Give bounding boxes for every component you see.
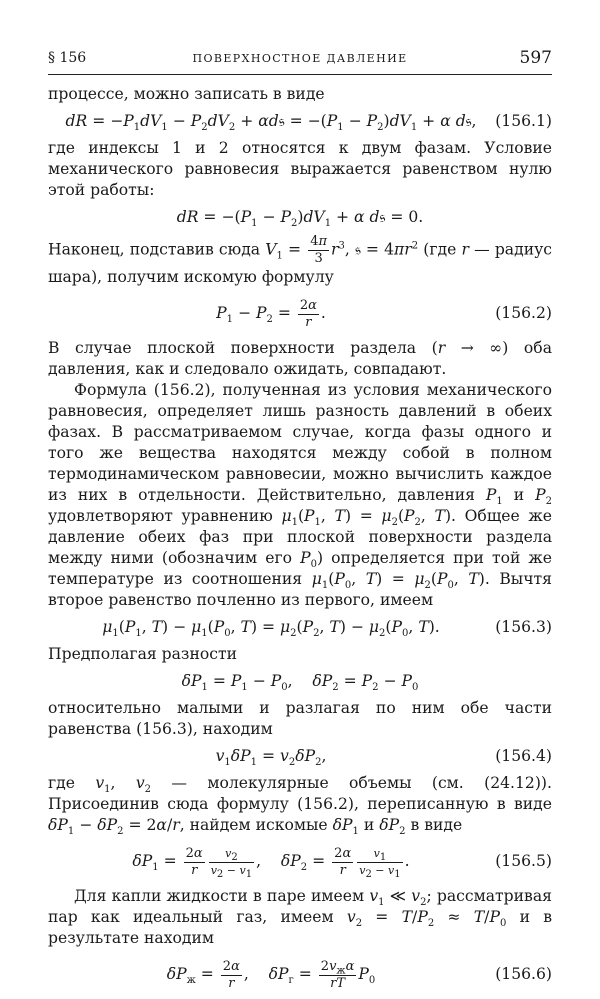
equation-156-2: $P_1 - P_2$ = $\frac{2\alpha}{r}$ . (156.2) bbox=[48, 288, 552, 338]
paragraph-7: относительно малыми и разлагая по ним обе части равенства (156.3), находим bbox=[48, 699, 552, 738]
paragraph-2: где индексы 1 и 2 относятся к двум фазам. Условие механического равновесия выражается равенством нулю этой работы: bbox=[48, 139, 552, 199]
paragraph-3: Наконец, подставив сюда $V_1$ = $\frac{4\pi}{3}$ $r^3$, 𝔰 = $4\pi r^2$ (где r — радиус шара), получим искомую формулу bbox=[48, 234, 553, 286]
equation-156-1: dR = $-P_1dV_1 - P_2dV_2$ + αd𝔰 = $-(P_1 - P_2)dV_1 + \alpha$ d𝔰, (156.1) bbox=[48, 105, 552, 138]
equation-number: (156.4) bbox=[495, 747, 552, 765]
equation-156-3: $\mu_1(P_1$, $T) - \mu_1(P_0$, $T) = \mu_2(P_2$, $T) - \mu_2(P_0$, T). (156.3) bbox=[48, 611, 552, 644]
page-number: 597 bbox=[519, 48, 552, 68]
equation-156-4: $v_1\delta P_1 = v_2\delta P_2$, (156.4) bbox=[48, 740, 552, 773]
equation-number: (156.1) bbox=[495, 112, 552, 130]
paragraph-4: В случае плоской поверхности раздела (r → ∞) оба давления, как и следовало ожидать, совпадают. bbox=[48, 339, 552, 378]
equation-number: (156.2) bbox=[495, 304, 552, 322]
equation-number: (156.3) bbox=[495, 618, 552, 636]
running-header bbox=[48, 48, 552, 68]
equation-156-5: $\delta P_1$ = $\frac{2\alpha}{r}$ $\frac{v_2}{v_2 - v_1}$ , $\delta P_2$ = $\frac{2\alpha}{r}$ $\frac{v_1}{v_2 - v_1}$ . (156.5) bbox=[48, 836, 552, 886]
page-body bbox=[48, 84, 552, 999]
header-rule bbox=[48, 74, 552, 75]
running-title: ПОВЕРХНОСТНОЕ ДАВЛЕНИЕ bbox=[192, 52, 408, 65]
paragraph-8: где $v_1$, $v_2$ — молекулярные объемы (см. (24.12)). Присоединив сюда формулу (156.2), переписанную в виде $\delta P_1 - \delta P_2 = 2\alpha/r$, найдем искомые $\delta P_1$ и $\delta P_2$ в виде bbox=[48, 774, 552, 838]
section-number: § 156 bbox=[48, 50, 87, 66]
equation-number: (156.5) bbox=[495, 852, 552, 870]
paragraph-9: Для капли жидкости в паре имеем $v_1$ ≪ $v_2$; рассматривая пар как идеальный газ, имеем $v_2 = T/P_2 \approx T/P_0$ и в результате находим bbox=[48, 887, 552, 947]
equation-156-6: $\delta P_ж$ = $\frac{2\alpha}{r}$ , $\delta P_г$ = $2v_ж\alpha$ rT $P_0$ (156.6) bbox=[48, 949, 552, 999]
paragraph-6: Предполагая разности bbox=[48, 645, 237, 663]
equation-differences: $\delta P_1 = P_1 - P_0$, $\delta P_2 = P_2 - P_0$ bbox=[181, 672, 419, 694]
equation-equilibrium: dR = $-(P_1 - P_2)dV_1 + \alpha$ d𝔰 = 0. bbox=[176, 208, 424, 230]
equation-number: (156.6) bbox=[495, 965, 552, 983]
paragraph-1: процессе, можно записать в виде bbox=[48, 85, 325, 103]
paragraph-5: Формула (156.2), полученная из условия механического равновесия, определяет лишь разность давлений в обеих фазах. В рассматриваемом случае, когда фазы одного и того же вещества находятся между собой в полном термодинамическом равновесии, можно вычислить каждое из них в отдельности. Действительно, давления $P_1$ и $P_2$ удовлетворяют уравнению $\mu_1(P_1$, $T) = \mu_2(P_2$, T). Общее же давление обеих фаз при плоской поверхности раздела между ними (обозначим его $P_0$) определяется при той же температуре из соотношения $\mu_1(P_0$, $T) = \mu_2(P_0$, T). Вычтя второе равенство почленно из первого, имеем bbox=[48, 381, 552, 609]
